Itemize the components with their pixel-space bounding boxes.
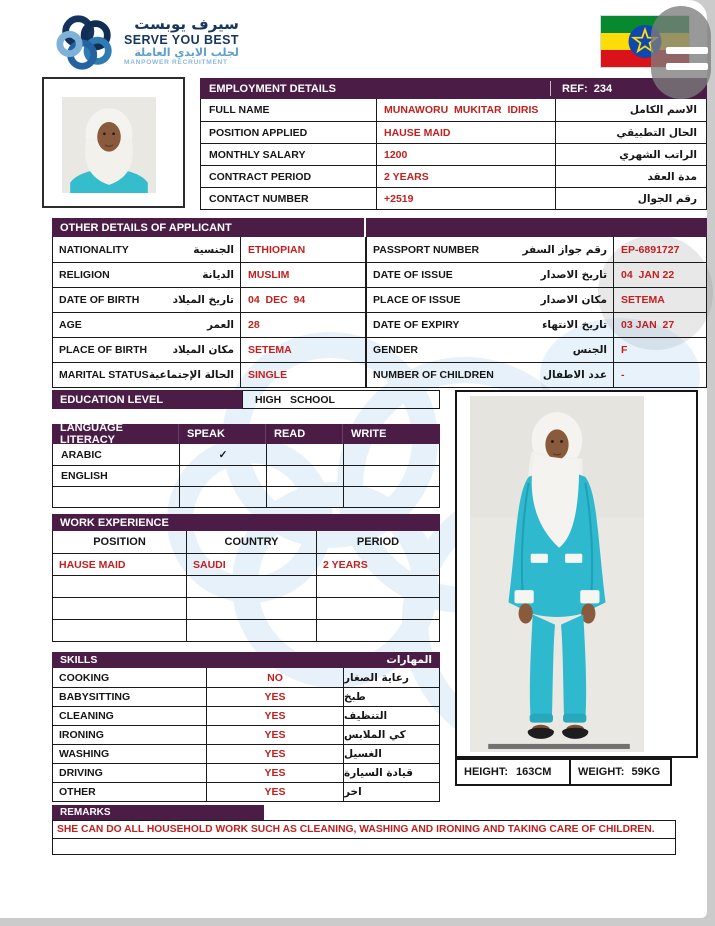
employment-details-title: EMPLOYMENT DETAILS <box>209 82 336 95</box>
field-label-arabic: مكان الاصدار <box>540 294 608 306</box>
table-row <box>53 782 439 801</box>
skill-arabic: اخر <box>343 783 439 801</box>
table-row <box>53 575 439 597</box>
field-label: AGE <box>59 319 82 331</box>
table-row <box>367 262 706 287</box>
header-divider <box>550 81 551 96</box>
field-value: 04 DEC 94 <box>248 294 306 306</box>
field-value: 28 <box>248 319 260 331</box>
language-table-header <box>52 424 440 444</box>
field-value: SETEMA <box>621 294 665 306</box>
other-details-title: OTHER DETAILS OF APPLICANT <box>60 221 232 234</box>
field-label-arabic: تاريخ الانتهاء <box>542 319 608 331</box>
period-cell: 2 YEARS <box>316 554 439 575</box>
field-label: DATE OF BIRTH <box>59 294 140 306</box>
skill-arabic: قيادة السيارة <box>343 764 439 782</box>
field-label: FULL NAME <box>209 104 270 116</box>
field-value: HAUSE MAID <box>376 122 556 143</box>
table-row <box>53 763 439 782</box>
field-value: MUNAWORU MUKITAR IDIRIS <box>376 99 556 121</box>
field-label: PASSPORT NUMBER <box>373 243 480 256</box>
remarks-empty-row <box>53 839 675 854</box>
remarks-section <box>52 805 676 855</box>
remarks-title: REMARKS <box>52 805 264 820</box>
write-cell <box>343 487 439 507</box>
table-row <box>367 362 706 387</box>
speak-checkmark: ✓ <box>179 444 266 465</box>
field-label: RELIGION <box>59 269 110 281</box>
field-value: +2519 <box>376 188 556 209</box>
height-label: HEIGHT: <box>464 766 508 778</box>
field-label-arabic: الجنسية <box>193 243 234 256</box>
logo-arabic-name: سيرف يوبست <box>134 15 239 33</box>
period-cell <box>316 620 439 641</box>
table-row <box>367 337 706 362</box>
field-value: ETHIOPIAN <box>248 243 306 256</box>
logo-arabic-tagline: لجلب الايدي العاملة <box>134 45 239 59</box>
country-cell: SAUDI <box>186 554 316 575</box>
field-label: PLACE OF ISSUE <box>373 294 461 306</box>
table-row <box>201 187 706 209</box>
skill-value: YES <box>206 764 343 782</box>
position-cell: HAUSE MAID <box>59 558 126 571</box>
table-row <box>53 337 365 362</box>
serve-you-best-logo <box>55 12 239 74</box>
table-row <box>53 237 365 262</box>
other-details-table <box>52 218 707 388</box>
skill-name: OTHER <box>59 786 96 798</box>
column-header: LANGUAGE LITERACY <box>60 422 123 446</box>
field-value: SETEMA <box>248 344 292 356</box>
position-cell <box>53 620 186 641</box>
field-label: MARITAL STATUS <box>59 369 149 381</box>
table-row <box>53 744 439 763</box>
column-header: POSITION <box>93 536 146 548</box>
field-value: EP-6891727 <box>621 243 680 256</box>
skill-value: YES <box>206 688 343 706</box>
skill-arabic: كي الملابس <box>343 726 439 744</box>
ref-label: REF: <box>562 82 588 95</box>
field-label: NATIONALITY <box>59 243 129 256</box>
skill-value: YES <box>206 707 343 725</box>
field-label-arabic: تاريخ الاصدار <box>540 269 608 281</box>
skill-arabic: الغسيل <box>343 745 439 763</box>
remarks-text: SHE CAN DO ALL HOUSEHOLD WORK SUCH AS CLEANING, WASHING AND IRONING AND TAKING CARE OF CHILDREN. <box>53 821 675 839</box>
table-row <box>53 362 365 387</box>
field-label-arabic: تاريخ الميلاد <box>172 294 234 306</box>
field-label-arabic: الحال التطبيقي <box>616 126 697 139</box>
field-value: 03 JAN 27 <box>621 319 675 331</box>
table-row <box>53 687 439 706</box>
field-label: CONTRACT PERIOD <box>209 170 312 183</box>
skill-name: WASHING <box>59 748 110 760</box>
field-label-arabic: مكان الميلاد <box>172 344 234 356</box>
table-row <box>53 597 439 619</box>
column-header: COUNTRY <box>186 531 316 553</box>
skill-name: BABYSITTING <box>59 691 131 703</box>
table-row <box>53 444 439 465</box>
other-details-header <box>52 218 707 237</box>
field-label-arabic: العمر <box>206 319 234 331</box>
field-label-arabic: الديانة <box>202 269 234 281</box>
table-row <box>201 143 706 165</box>
height-value: 163CM <box>516 766 552 778</box>
logo-brand-name: SERVE YOU BEST <box>124 32 239 47</box>
language-name: ENGLISH <box>61 470 108 482</box>
read-cell <box>266 466 343 486</box>
employment-details-header <box>200 78 707 99</box>
field-value: SINGLE <box>248 369 288 381</box>
logo-knot-icon <box>55 12 117 74</box>
education-level-row <box>52 390 440 409</box>
field-label: MONTHLY SALARY <box>209 148 306 161</box>
work-experience-table <box>52 514 440 642</box>
field-value: 2 YEARS <box>376 166 556 187</box>
period-cell <box>316 576 439 597</box>
column-header: READ <box>265 424 342 444</box>
table-row <box>367 312 706 337</box>
skill-value: YES <box>206 745 343 763</box>
table-row <box>53 668 439 687</box>
table-row <box>53 312 365 337</box>
table-row <box>53 725 439 744</box>
field-label-arabic: الجنس <box>572 344 608 356</box>
menu-overlay-button[interactable] <box>651 6 711 99</box>
table-row <box>367 237 706 262</box>
field-label: CONTACT NUMBER <box>209 192 309 205</box>
skill-arabic: رعاية الصغار <box>343 668 439 687</box>
table-row <box>53 465 439 486</box>
skill-name: CLEANING <box>59 710 114 722</box>
employment-details-table <box>200 78 707 210</box>
logo-tagline: MANPOWER RECRUITMENT <box>124 59 228 67</box>
skill-name: COOKING <box>59 671 110 684</box>
field-label: NUMBER OF CHILDREN <box>373 369 494 381</box>
applicant-headshot-photo <box>42 77 185 208</box>
position-cell <box>53 576 186 597</box>
field-label-arabic: رقم جواز السفر <box>522 243 608 256</box>
field-label-arabic: الاسم الكامل <box>629 104 697 116</box>
table-row <box>367 287 706 312</box>
table-row <box>53 486 439 507</box>
skills-title-arabic: المهارات <box>386 654 432 666</box>
table-row <box>201 165 706 187</box>
skill-value: NO <box>206 668 343 687</box>
table-row <box>53 706 439 725</box>
column-header: PERIOD <box>316 531 439 553</box>
speak-cell <box>179 466 266 486</box>
field-label-arabic: عدد الاطفال <box>542 369 608 381</box>
field-label-arabic: مدة العقد <box>647 170 697 183</box>
language-name <box>53 487 179 507</box>
table-row <box>201 121 706 143</box>
header-divider <box>364 218 366 237</box>
field-value: MUSLIM <box>248 269 290 281</box>
skill-arabic: التنظيف <box>343 707 439 725</box>
read-cell <box>266 487 343 507</box>
write-cell <box>343 466 439 486</box>
position-cell <box>53 598 186 619</box>
work-table-header <box>53 531 439 553</box>
country-cell <box>186 576 316 597</box>
field-value: F <box>621 344 628 356</box>
language-literacy-table <box>52 424 440 508</box>
weight-value: 59KG <box>631 766 661 778</box>
write-cell <box>343 444 439 465</box>
field-value: 04 JAN 22 <box>621 269 675 281</box>
field-label: DATE OF EXPIRY <box>373 319 460 331</box>
field-label: DATE OF ISSUE <box>373 269 453 281</box>
skill-value: YES <box>206 783 343 801</box>
table-row <box>53 262 365 287</box>
height-weight-row <box>455 758 672 786</box>
period-cell <box>316 598 439 619</box>
applicant-fullbody-photo <box>455 390 698 758</box>
education-level-value: HIGH SCHOOL <box>242 390 440 409</box>
skills-table <box>52 652 440 802</box>
table-row <box>53 619 439 641</box>
table-row <box>53 287 365 312</box>
table-row <box>201 99 706 121</box>
field-label-arabic: الحالة الإجتماعية <box>148 369 234 381</box>
skills-header <box>52 652 440 668</box>
speak-cell <box>179 487 266 507</box>
table-row <box>53 553 439 575</box>
column-header: WRITE <box>342 424 440 444</box>
field-value: - <box>621 369 625 381</box>
skill-value: YES <box>206 726 343 744</box>
read-cell <box>266 444 343 465</box>
skill-name: IRONING <box>59 729 104 741</box>
country-cell <box>186 620 316 641</box>
ref-value: 234 <box>593 82 613 95</box>
column-header: SPEAK <box>178 424 265 444</box>
education-level-title: EDUCATION LEVEL <box>52 390 242 409</box>
skill-name: DRIVING <box>59 767 103 779</box>
field-label: GENDER <box>373 344 418 356</box>
language-name: ARABIC <box>61 448 102 461</box>
field-value: 1200 <box>376 144 556 165</box>
weight-label: WEIGHT: <box>578 766 625 778</box>
field-label-arabic: رقم الجوال <box>637 192 697 205</box>
field-label: PLACE OF BIRTH <box>59 344 148 356</box>
field-label: POSITION APPLIED <box>209 126 308 139</box>
country-cell <box>186 598 316 619</box>
skills-title: SKILLS <box>60 654 98 666</box>
skill-arabic: طبخ <box>343 688 439 706</box>
work-experience-title: WORK EXPERIENCE <box>52 514 440 531</box>
field-label-arabic: الراتب الشهري <box>619 148 697 161</box>
